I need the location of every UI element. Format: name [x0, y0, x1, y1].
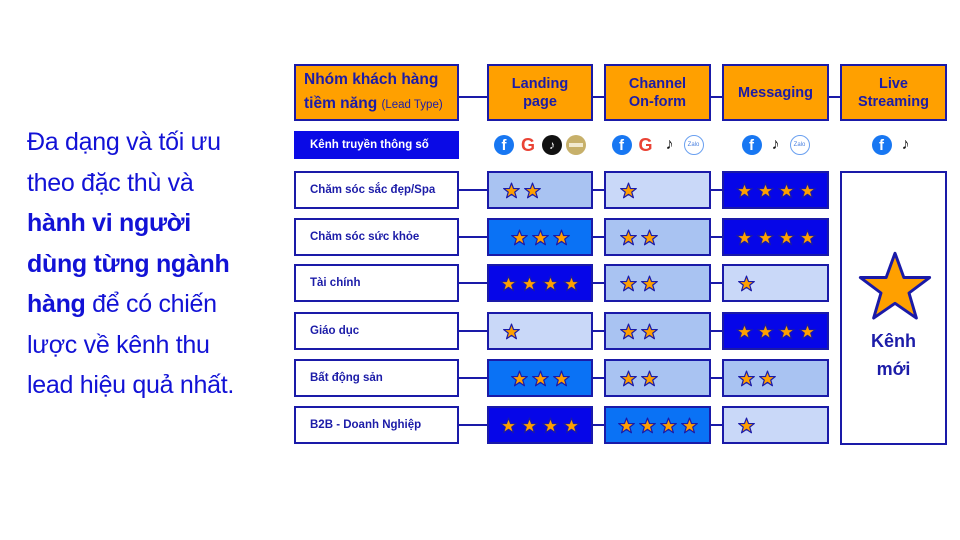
rating-cell-landing	[487, 406, 593, 444]
messaging-channel-icons	[722, 131, 829, 159]
facebook-icon: f	[872, 135, 892, 155]
star-icon	[620, 229, 637, 246]
intro-line: hành vi người	[27, 209, 191, 237]
facebook-icon: f	[742, 135, 762, 155]
intro-line: theo đặc thù và	[27, 168, 194, 197]
onform-channel-icons	[604, 131, 711, 159]
rating-cell-messaging	[722, 171, 829, 209]
rating-cell-messaging	[722, 218, 829, 256]
star-icon	[542, 275, 559, 292]
star-icon	[532, 229, 549, 246]
star-icon	[736, 182, 753, 199]
live-channel-icons	[840, 131, 947, 159]
lead-type-row-label: Chăm sóc sắc đẹp/Spa	[294, 171, 459, 209]
star-icon	[618, 417, 635, 434]
star-icon	[799, 182, 816, 199]
star-icon	[799, 323, 816, 340]
star-icon	[778, 182, 795, 199]
tiktok-icon: ♪	[665, 136, 674, 153]
star-icon	[757, 323, 774, 340]
tiktok-icon: ♪	[901, 136, 910, 153]
web-icon	[566, 135, 586, 155]
star-icon	[511, 370, 528, 387]
star-icon	[759, 370, 776, 387]
rating-cell-landing	[487, 218, 593, 256]
intro-line: dùng từng ngành	[27, 249, 230, 278]
star-icon	[521, 417, 538, 434]
star-icon	[736, 229, 753, 246]
star-icon	[641, 370, 658, 387]
lead-type-row-label: Tài chính	[294, 264, 459, 302]
rating-cell-onform	[604, 171, 711, 209]
column-header-landing-page: Landing page	[487, 64, 593, 121]
star-icon	[563, 275, 580, 292]
rating-cell-landing	[487, 312, 593, 350]
intro-line: lược về kênh thu	[27, 330, 210, 359]
column-header-live-streaming: Live Streaming	[840, 64, 947, 121]
zalo-icon: Zalo	[684, 135, 704, 155]
intro-line: Đa dạng và tối ưu	[27, 128, 221, 156]
star-icon	[620, 323, 637, 340]
intro-text	[27, 122, 289, 406]
new-channel-label: Kênh mới	[871, 331, 916, 379]
rating-cell-messaging	[722, 312, 829, 350]
star-icon	[620, 182, 637, 199]
star-icon	[503, 182, 520, 199]
star-icon	[681, 417, 698, 434]
star-icon	[553, 229, 570, 246]
facebook-icon: f	[612, 135, 632, 155]
star-icon	[521, 275, 538, 292]
tiktok-icon: ♪	[771, 136, 780, 153]
facebook-icon: f	[494, 135, 514, 155]
star-icon	[641, 323, 658, 340]
star-icon	[641, 229, 658, 246]
lead-type-header: Nhóm khách hàng tiềm năng (Lead Type)	[294, 64, 459, 121]
rating-cell-landing	[487, 359, 593, 397]
star-icon	[532, 370, 549, 387]
star-icon	[563, 417, 580, 434]
rating-cell-landing	[487, 171, 593, 209]
star-icon	[660, 417, 677, 434]
rating-cell-messaging	[722, 406, 829, 444]
rating-cell-onform	[604, 218, 711, 256]
star-icon	[778, 323, 795, 340]
star-icon	[553, 370, 570, 387]
lead-type-row-label: B2B - Doanh Nghiệp	[294, 406, 459, 444]
rating-cell-messaging	[722, 359, 829, 397]
rating-cell-onform	[604, 312, 711, 350]
star-icon	[778, 229, 795, 246]
star-icon	[757, 229, 774, 246]
star-icon	[738, 275, 755, 292]
big-star-icon	[857, 251, 933, 321]
rating-cell-landing	[487, 264, 593, 302]
lead-type-row-label: Bất động sản	[294, 359, 459, 397]
star-icon	[799, 229, 816, 246]
rating-cell-onform	[604, 359, 711, 397]
star-icon	[736, 323, 753, 340]
star-icon	[503, 323, 520, 340]
tiktok-icon: ♪	[542, 135, 562, 155]
landing-channel-icons	[487, 131, 593, 159]
intro-line: hàng để có chiến	[27, 290, 217, 318]
star-icon	[511, 229, 528, 246]
rating-cell-onform	[604, 406, 711, 444]
zalo-icon: Zalo	[790, 135, 810, 155]
live-streaming-new-channel	[840, 171, 947, 445]
star-icon	[738, 417, 755, 434]
rating-cell-onform	[604, 264, 711, 302]
star-icon	[738, 370, 755, 387]
lead-type-row-label: Giáo dục	[294, 312, 459, 350]
star-icon	[500, 417, 517, 434]
star-icon	[641, 275, 658, 292]
star-icon	[500, 275, 517, 292]
star-icon	[620, 370, 637, 387]
google-icon: G	[518, 135, 538, 155]
star-icon	[620, 275, 637, 292]
star-icon	[524, 182, 541, 199]
lead-type-row-label: Chăm sóc sức khỏe	[294, 218, 459, 256]
star-icon	[757, 182, 774, 199]
google-icon: G	[636, 135, 656, 155]
intro-line: lead hiệu quả nhất.	[27, 371, 234, 399]
rating-cell-messaging	[722, 264, 829, 302]
digital-channels-label: Kênh truyền thông số	[294, 131, 459, 159]
column-header-messaging: Messaging	[722, 64, 829, 121]
column-header-channel-onform: Channel On-form	[604, 64, 711, 121]
star-icon	[639, 417, 656, 434]
star-icon	[542, 417, 559, 434]
